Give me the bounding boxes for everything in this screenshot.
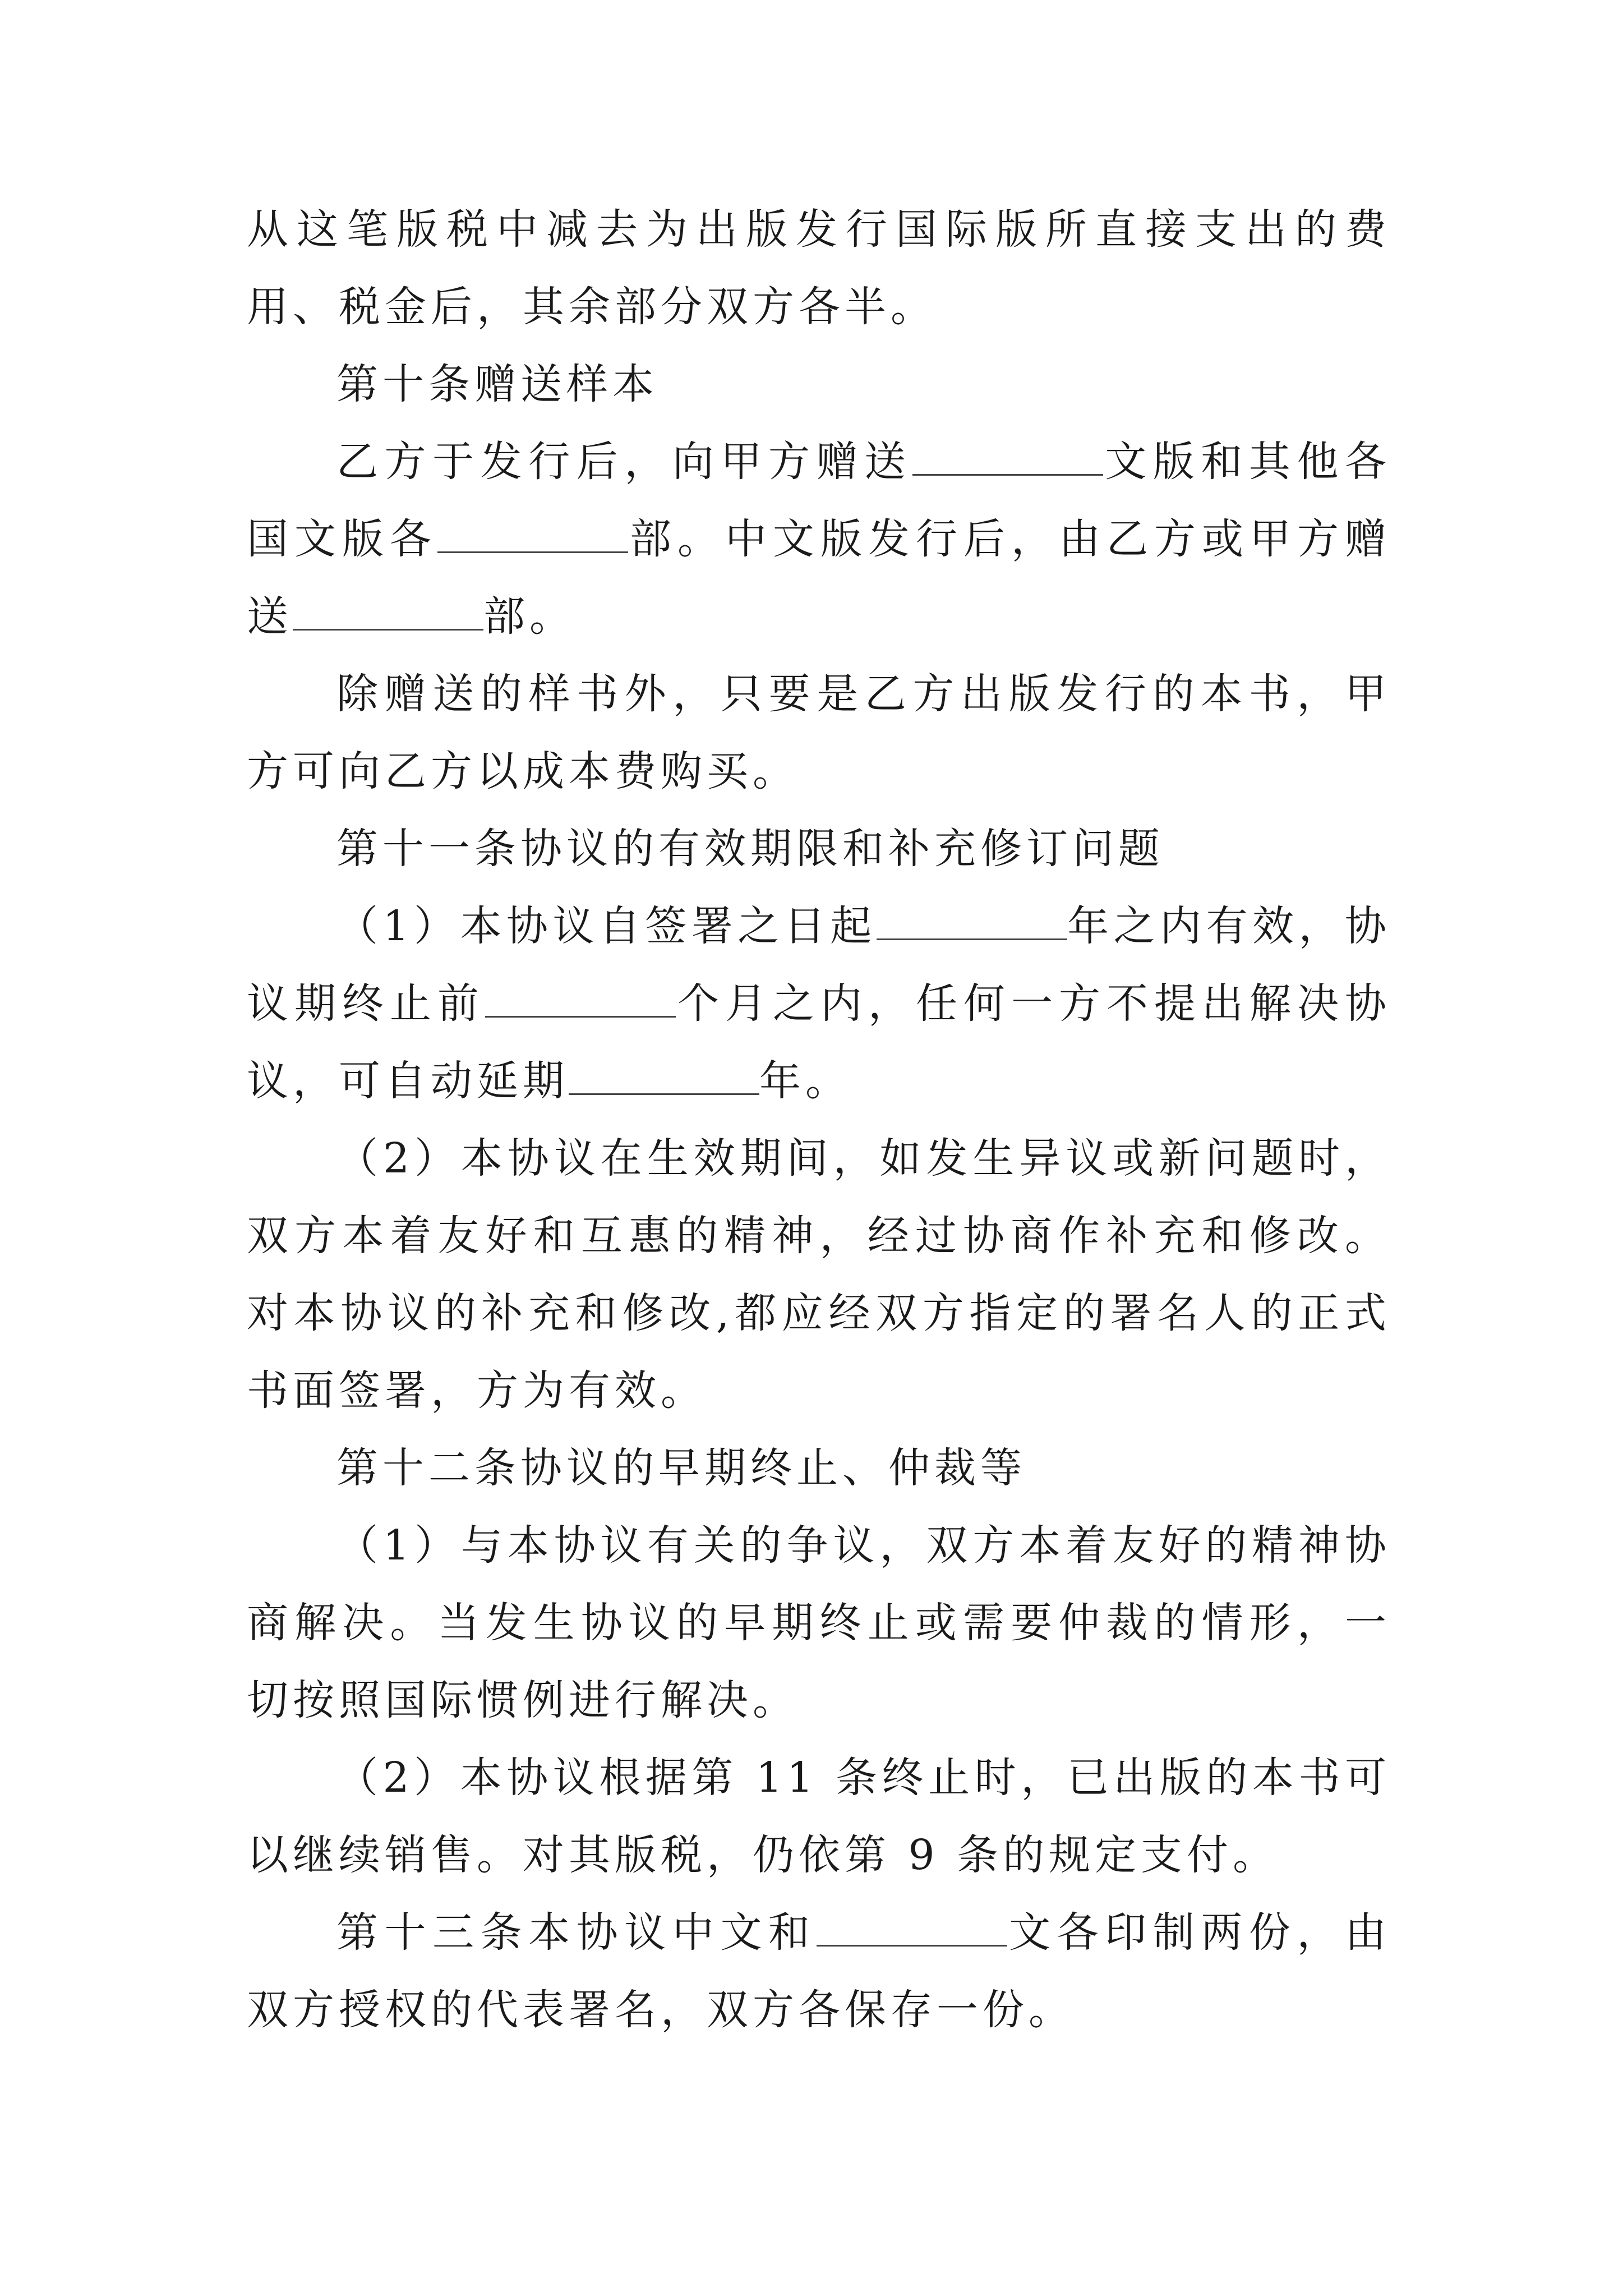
blank-field-chinese-copies xyxy=(293,595,483,631)
blank-field-language xyxy=(912,440,1103,476)
text-segment: 部。 xyxy=(483,592,575,641)
article-12-clause-2 xyxy=(247,1739,1391,1894)
text-segment: （1）本协议自签署之日起 xyxy=(336,902,877,950)
article-11-clause-1 xyxy=(247,887,1391,1120)
article-12-heading: 第十二条协议的早期终止、仲裁等 xyxy=(336,1444,1026,1492)
text-segment: 部。中文版发行后，由乙方或甲方赠送 xyxy=(247,515,1391,641)
text-segment: 乙方于发行后，向甲方赠送 xyxy=(336,438,912,486)
paragraph-royalty-split xyxy=(247,191,1391,346)
article-10-paragraph-1 xyxy=(247,423,1391,655)
text-segment: 文版和其他各国文版各 xyxy=(247,438,1391,563)
text-purchase-at-cost: 除赠送的样书外，只要是乙方出版发行的本书，甲方可向乙方以成本费购买。 xyxy=(247,670,1391,795)
text-royalty-split: 从这笔版税中减去为出版发行国际版所直接支出的费用、税金后，其余部分双方各半。 xyxy=(247,205,1391,331)
article-11-clause-2 xyxy=(247,1120,1391,1429)
blank-field-validity-years xyxy=(877,905,1067,940)
article-12-clause-1 xyxy=(247,1507,1391,1739)
article-13 xyxy=(247,1894,1391,2049)
text-segment: 第十三条本协议中文和 xyxy=(336,1908,817,1957)
article-10-heading: 第十条赠送样本 xyxy=(336,360,658,408)
article-12-title xyxy=(247,1429,1391,1507)
text-termination-sales: （2）本协议根据第 11 条终止时，已出版的本书可以继续销售。对其版税，仍依第 9 条的规定支付。 xyxy=(247,1754,1391,1879)
blank-field-copies xyxy=(437,518,628,553)
article-10-title xyxy=(247,346,1391,423)
blank-field-second-language xyxy=(817,1911,1007,1947)
text-disputes: （1）与本协议有关的争议，双方本着友好的精神协商解决。当发生协议的早期终止或需要仲裁的情形，一切按照国际惯例进行解决。 xyxy=(247,1521,1391,1724)
text-amendments: （2）本协议在生效期间，如发生异议或新问题时，双方本着友好和互惠的精神，经过协商作补充和修改。对本协议的补充和修改,都应经双方指定的署名人的正式书面签署，方为有效。 xyxy=(247,1134,1391,1415)
text-segment: 文各印制两份，由双方授权的代表署名，双方各保存一份。 xyxy=(247,1908,1391,2034)
text-segment: 年。 xyxy=(759,1057,851,1105)
blank-field-extension-years xyxy=(569,1060,759,1095)
blank-field-notice-months xyxy=(485,982,676,1018)
text-segment: 年之内有效，协议期终止前 xyxy=(247,902,1391,1028)
article-11-heading: 第十一条协议的有效期限和补充修订问题 xyxy=(336,825,1164,873)
article-11-title xyxy=(247,810,1391,887)
article-10-paragraph-2 xyxy=(247,655,1391,810)
document-body xyxy=(247,191,1391,2049)
text-segment: 个月之内，任何一方不提出解决协议，可自动延期 xyxy=(247,979,1391,1105)
